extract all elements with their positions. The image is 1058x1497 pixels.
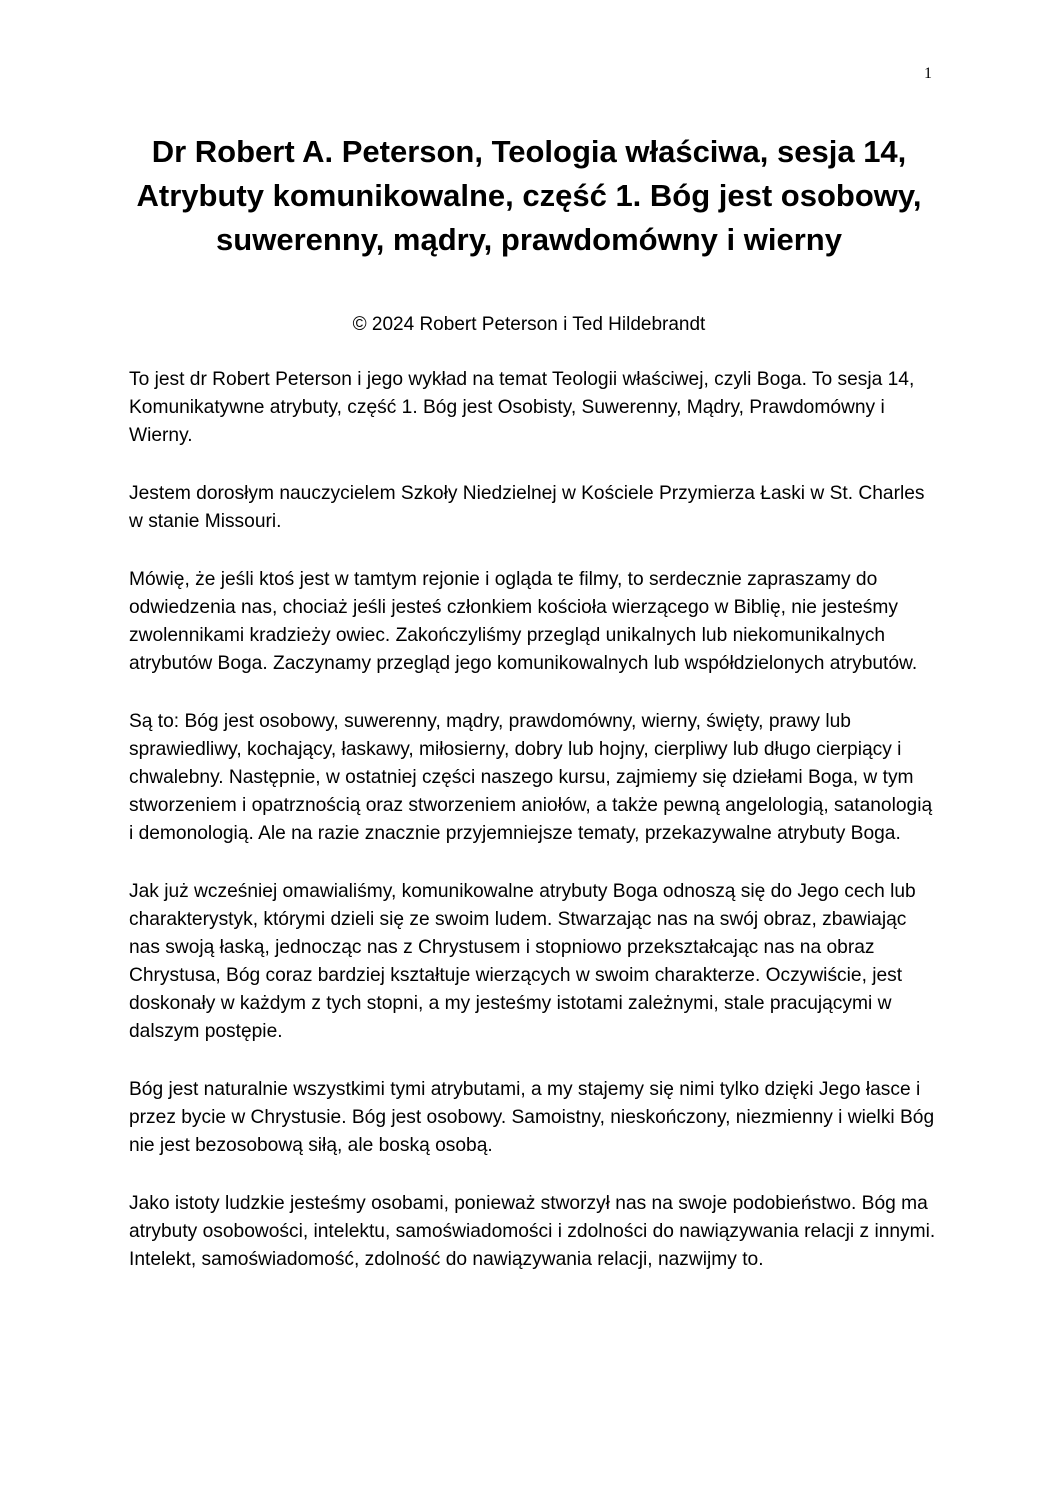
paragraph-1: To jest dr Robert Peterson i jego wykład na temat Teologii właściwej, czyli Boga. To sesja 14, Komunikatywne atrybuty, część 1. Bóg jest Osobisty, Suwerenny, Mądry, Prawdomówny i Wierny. xyxy=(129,369,915,446)
paragraph-7: Jako istoty ludzkie jesteśmy osobami, ponieważ stworzył nas na swoje podobieństwo. Bóg ma atrybuty osobowości, intelektu, samoświadomości i zdolności do nawiązywania relacji z innymi. Intelekt, samoświadomość, zdolność do nawiązywania relacji, nazwijmy to. xyxy=(129,1193,936,1270)
paragraph-5: Jak już wcześniej omawialiśmy, komunikowalne atrybuty Boga odnoszą się do Jego cech lub charakterystyk, którymi dzieli się ze swoim ludem. Stwarzając nas na swój obraz, zbawiając nas swoją łaską, jednocząc nas z Chrystusem i stopniowo przekształcając nas na obraz Chrystusa, Bóg coraz bardziej kształtuje wierzących w swoim charakterze. Oczywiście, jest doskonały w każdym z tych stopni, a my jesteśmy istotami zależnymi, stale pracującymi w dalszym postępie. xyxy=(129,881,916,1042)
paragraph-3: Mówię, że jeśli ktoś jest w tamtym rejonie i ogląda te filmy, to serdecznie zapraszamy do odwiedzenia nas, chociaż jeśli jesteś członkiem kościoła wierzącego w Biblię, nie jesteśmy zwolennikami kradzieży owiec. Zakończyliśmy przegląd unikalnych lub niekomunikalnych atrybutów Boga. Zaczynamy przegląd jego komunikowalnych lub współdzielonych atrybutów. xyxy=(129,569,918,674)
document-body xyxy=(129,366,939,1304)
document-title: Dr Robert A. Peterson, Teologia właściwa, sesja 14, Atrybuty komunikowalne, część 1. Bóg jest osobowy, suwerenny, mądry, prawdomówny i wierny xyxy=(136,134,922,257)
copyright-line: © 2024 Robert Peterson i Ted Hildebrandt xyxy=(352,314,706,335)
paragraph-4: Są to: Bóg jest osobowy, suwerenny, mądry, prawdomówny, wierny, święty, prawy lub sprawiedliwy, kochający, łaskawy, miłosierny, dobry lub hojny, cierpliwy lub długo cierpiący i chwalebny. Następnie, w ostatniej części naszego kursu, zajmiemy się dziełami Boga, w tym stworzeniem i opatrznością oraz stworzeniem aniołów, a także pewną angelologią, satanologią i demonologią. Ale na razie znacznie przyjemniejsze tematy, przekazywalne atrybuty Boga. xyxy=(129,711,933,844)
page-number: 1 xyxy=(924,65,932,82)
paragraph-2: Jestem dorosłym nauczycielem Szkoły Niedzielnej w Kościele Przymierza Łaski w St. Charles w stanie Missouri. xyxy=(129,483,925,532)
paragraph-6: Bóg jest naturalnie wszystkimi tymi atrybutami, a my stajemy się nimi tylko dzięki Jego łasce i przez bycie w Chrystusie. Bóg jest osobowy. Samoistny, nieskończony, niezmienny i wielki Bóg nie jest bezosobową siłą, ale boską osobą. xyxy=(129,1079,935,1156)
